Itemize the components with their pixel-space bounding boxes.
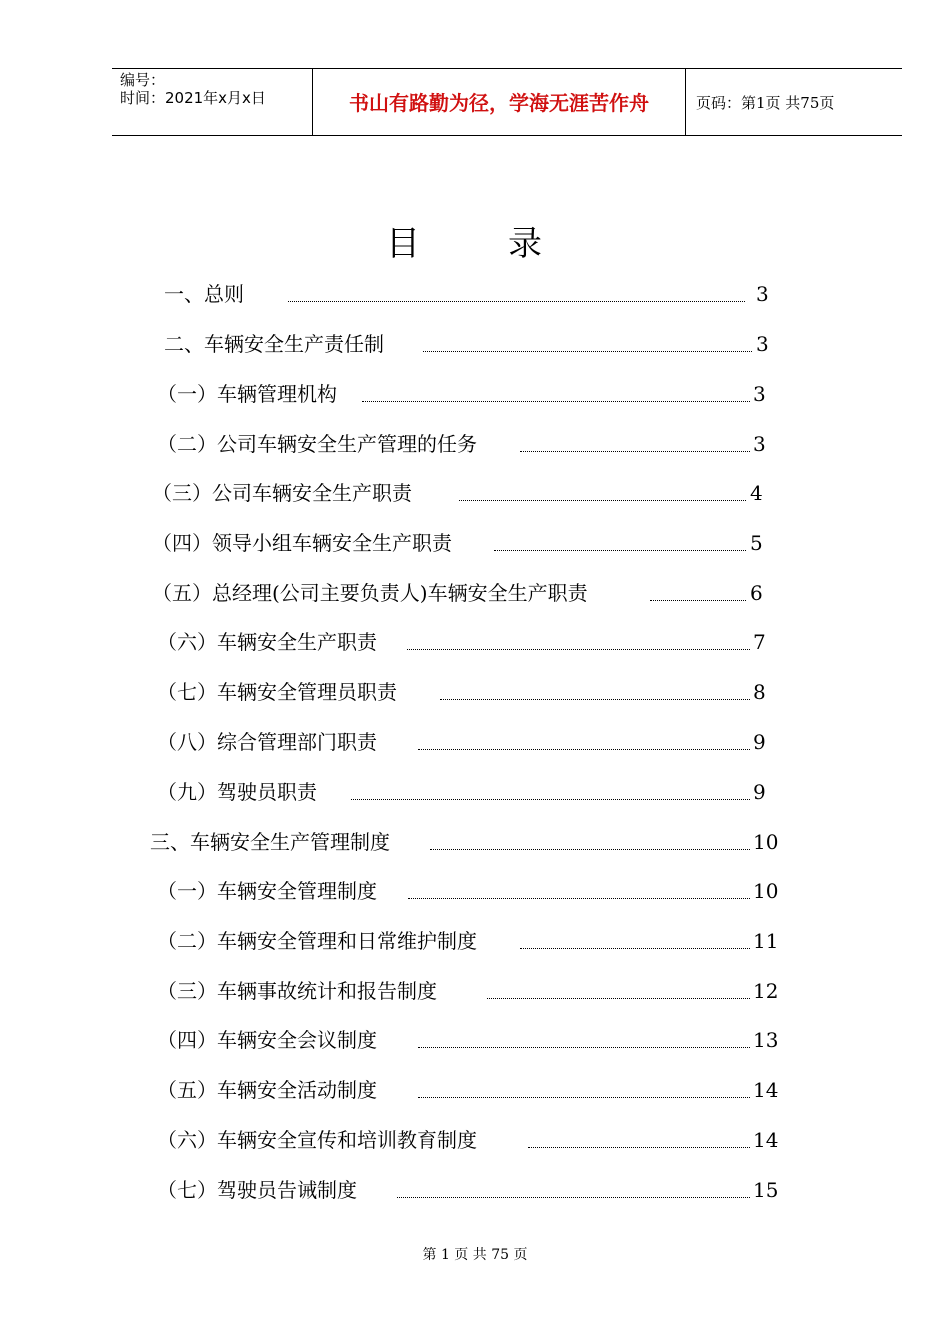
document-header <box>112 68 902 136</box>
toc-entry[interactable] <box>0 828 950 862</box>
toc-entry-label: （七）车辆安全管理员职责 <box>157 680 397 704</box>
toc-dot-leader <box>440 699 750 700</box>
toc-entry[interactable] <box>0 380 950 414</box>
toc-entry-label: （五）总经理(公司主要负责人)车辆安全生产职责 <box>152 581 588 605</box>
toc-entry-page-number: 11 <box>753 929 779 953</box>
toc-dot-leader <box>494 550 746 551</box>
toc-dot-leader <box>418 749 750 750</box>
toc-entry-label: （六）车辆安全宣传和培训教育制度 <box>157 1128 477 1152</box>
toc-dot-leader <box>520 451 750 452</box>
toc-entry[interactable] <box>0 280 950 314</box>
toc-entry[interactable] <box>0 728 950 762</box>
toc-entry-page-number: 14 <box>753 1078 779 1102</box>
toc-entry-label: （四）领导小组车辆安全生产职责 <box>152 531 452 555</box>
toc-entry-page-number: 3 <box>753 432 766 456</box>
toc-entry[interactable] <box>0 579 950 613</box>
toc-entry-label: （一）车辆安全管理制度 <box>157 879 377 903</box>
toc-entry-page-number: 3 <box>756 332 769 356</box>
toc-entry-page-number: 15 <box>753 1178 779 1202</box>
document-time-label: 时间：2021年x月x日 <box>120 89 266 107</box>
toc-dot-leader <box>288 301 745 302</box>
toc-entry-page-number: 4 <box>750 481 763 505</box>
header-motto: 书山有路勤为径，学海无涯苦作舟 <box>349 91 649 115</box>
toc-dot-leader <box>418 1047 750 1048</box>
toc-entry[interactable] <box>0 430 950 464</box>
toc-entry-label: （四）车辆安全会议制度 <box>157 1028 377 1052</box>
toc-entry-page-number: 13 <box>753 1028 779 1052</box>
toc-entry[interactable] <box>0 479 950 513</box>
toc-entry-page-number: 10 <box>753 830 779 854</box>
toc-entry-label: （二）车辆安全管理和日常维护制度 <box>157 929 477 953</box>
toc-entry-label: 二、车辆安全生产责任制 <box>164 332 384 356</box>
toc-entry-page-number: 8 <box>753 680 766 704</box>
toc-entry-label: （一）车辆管理机构 <box>157 382 337 406</box>
toc-dot-leader <box>407 649 750 650</box>
toc-entry[interactable] <box>0 1076 950 1110</box>
header-motto-cell <box>313 69 686 135</box>
toc-entry-page-number: 6 <box>750 581 763 605</box>
toc-title: 目录 <box>386 224 630 264</box>
toc-entry-label: 三、车辆安全生产管理制度 <box>150 830 390 854</box>
toc-entry-label: （八）综合管理部门职责 <box>157 730 377 754</box>
toc-dot-leader <box>520 948 750 949</box>
toc-entry-label: （九）驾驶员职责 <box>157 780 317 804</box>
page-footer: 第 1 页 共 75 页 <box>422 1247 528 1263</box>
toc-entry-page-number: 9 <box>753 780 766 804</box>
toc-dot-leader <box>528 1147 750 1148</box>
toc-entry-label: 一、总则 <box>164 282 244 306</box>
toc-entry[interactable] <box>0 628 950 662</box>
toc-entry[interactable] <box>0 1126 950 1160</box>
toc-entry-label: （二）公司车辆安全生产管理的任务 <box>157 432 477 456</box>
document-number-label: 编号： <box>120 71 166 89</box>
toc-entry-label: （五）车辆安全活动制度 <box>157 1078 377 1102</box>
toc-dot-leader <box>459 500 746 501</box>
toc-dot-leader <box>362 401 750 402</box>
toc-entry[interactable] <box>0 1026 950 1060</box>
toc-dot-leader <box>430 849 750 850</box>
toc-entry-label: （七）驾驶员告诫制度 <box>157 1178 357 1202</box>
toc-entry[interactable] <box>0 529 950 563</box>
toc-dot-leader <box>408 898 750 899</box>
toc-entry-label: （三）车辆事故统计和报告制度 <box>157 979 437 1003</box>
toc-entry[interactable] <box>0 977 950 1011</box>
toc-entry-page-number: 3 <box>753 382 766 406</box>
header-page-cell <box>686 69 902 135</box>
header-page-info: 页码：第1页 共75页 <box>696 94 835 112</box>
toc-entry-label: （六）车辆安全生产职责 <box>157 630 377 654</box>
toc-entry-page-number: 5 <box>750 531 763 555</box>
toc-entry[interactable] <box>0 330 950 364</box>
toc-entry-label: （三）公司车辆安全生产职责 <box>152 481 412 505</box>
toc-entry-page-number: 12 <box>753 979 779 1003</box>
toc-entry[interactable] <box>0 1176 950 1210</box>
toc-entry[interactable] <box>0 877 950 911</box>
header-meta-cell <box>112 69 313 135</box>
toc-entry[interactable] <box>0 678 950 712</box>
toc-dot-leader <box>351 799 750 800</box>
toc-entry-page-number: 3 <box>756 282 769 306</box>
toc-entry[interactable] <box>0 927 950 961</box>
toc-dot-leader <box>423 351 752 352</box>
toc-entry-page-number: 14 <box>753 1128 779 1152</box>
toc-dot-leader <box>418 1097 750 1098</box>
toc-entry-page-number: 10 <box>753 879 779 903</box>
toc-entry-page-number: 7 <box>753 630 766 654</box>
toc-dot-leader <box>487 998 750 999</box>
toc-dot-leader <box>397 1197 750 1198</box>
toc-dot-leader <box>650 600 746 601</box>
toc-entry[interactable] <box>0 778 950 812</box>
toc-entry-page-number: 9 <box>753 730 766 754</box>
